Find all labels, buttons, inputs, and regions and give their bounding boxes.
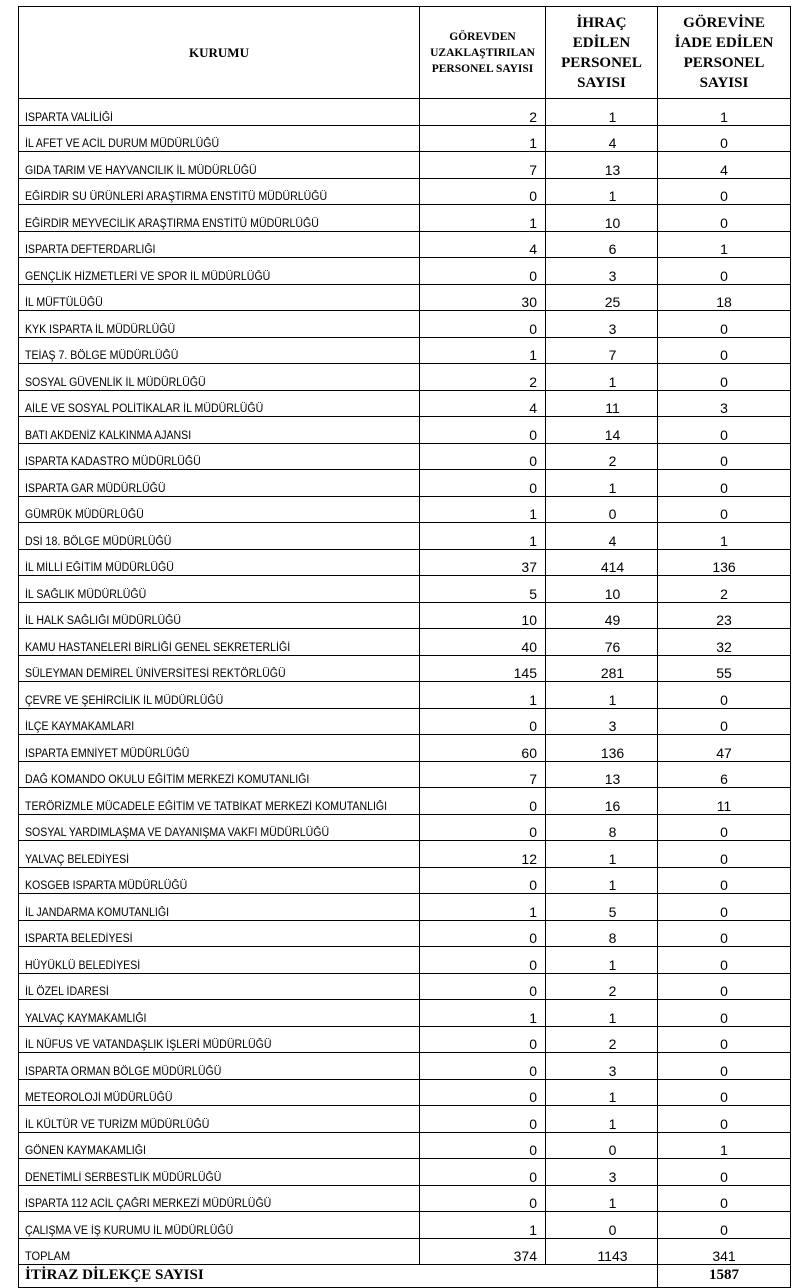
cell-kurum: İLÇE KAYMAKAMLARI [19,708,388,735]
cell-kurum: KOSGEB ISPARTA MÜDÜRLÜĞÜ [19,867,388,894]
cell-ihrac: 10 [546,205,658,232]
cell-iade: 0 [658,1106,791,1133]
cell-uzaklastirilan: 0 [420,258,546,285]
cell-iade: 1 [658,1132,791,1159]
cell-ihrac: 6 [546,231,658,258]
personnel-table-document [18,6,790,1288]
cell-kurum: ISPARTA VALİLİĞİ [19,99,388,126]
cell-uzaklastirilan: 0 [420,814,546,841]
cell-iade: 4 [658,152,791,179]
header-iade-line-4: SAYISI [699,74,749,91]
cell-kurum: İL AFET VE ACİL DURUM MÜDÜRLÜĞÜ [19,125,388,152]
cell-uzaklastirilan: 0 [420,1159,546,1186]
table-row [19,152,791,179]
cell-uzaklastirilan: 1 [420,523,546,550]
cell-ihrac: 0 [546,1212,658,1239]
cell-kurum: HÜYÜKLÜ BELEDİYESİ [19,947,388,974]
cell-uzaklastirilan: 4 [420,390,546,417]
table-row [19,364,791,391]
header-iade-line-1: GÖREVİNE [683,14,765,31]
cell-ihrac: 414 [546,549,658,576]
cell-kurum: İL JANDARMA KOMUTANLIĞI [19,894,388,921]
header-uzaklastirilan-line-2: UZAKLAŞTIRILAN [430,46,535,59]
cell-uzaklastirilan: 12 [420,841,546,868]
cell-ihrac: 1 [546,470,658,497]
table-row [19,973,791,1000]
cell-iade: 32 [658,629,791,656]
cell-iade: 0 [658,364,791,391]
cell-iade: 0 [658,867,791,894]
total-uzaklastirilan: 374 [420,1238,546,1264]
itiraz-section [19,1264,791,1287]
cell-iade: 0 [658,920,791,947]
cell-ihrac: 1 [546,1079,658,1106]
cell-uzaklastirilan: 0 [420,470,546,497]
cell-kurum: ISPARTA BELEDİYESİ [19,920,388,947]
table-row [19,629,791,656]
cell-uzaklastirilan: 0 [420,920,546,947]
cell-iade: 2 [658,576,791,603]
cell-uzaklastirilan: 0 [420,973,546,1000]
cell-iade: 0 [658,258,791,285]
cell-uzaklastirilan: 1 [420,1212,546,1239]
cell-iade: 1 [658,231,791,258]
cell-kurum: İL ÖZEL İDARESİ [19,973,388,1000]
cell-ihrac: 7 [546,337,658,364]
cell-kurum: BATI AKDENİZ KALKINMA AJANSI [19,417,388,444]
cell-ihrac: 0 [546,496,658,523]
cell-ihrac: 4 [546,523,658,550]
cell-iade: 136 [658,549,791,576]
cell-ihrac: 8 [546,814,658,841]
cell-ihrac: 3 [546,1053,658,1080]
cell-ihrac: 5 [546,894,658,921]
cell-ihrac: 13 [546,152,658,179]
cell-ihrac: 2 [546,1026,658,1053]
table-row [19,708,791,735]
table-row [19,178,791,205]
cell-kurum: İL SAĞLIK MÜDÜRLÜĞÜ [19,576,388,603]
table-row [19,1132,791,1159]
header-uzaklastirilan [420,7,546,99]
cell-uzaklastirilan: 0 [420,178,546,205]
cell-kurum: ISPARTA KADASTRO MÜDÜRLÜĞÜ [19,443,388,470]
cell-kurum: ISPARTA EMNİYET MÜDÜRLÜĞÜ [19,735,388,762]
cell-uzaklastirilan: 0 [420,1185,546,1212]
cell-uzaklastirilan: 60 [420,735,546,762]
cell-iade: 23 [658,602,791,629]
cell-kurum: İL KÜLTÜR VE TURİZM MÜDÜRLÜĞÜ [19,1106,388,1133]
cell-iade: 0 [658,1185,791,1212]
total-ihrac: 1143 [546,1238,658,1264]
cell-ihrac: 281 [546,655,658,682]
itiraz-label: İTİRAZ DİLEKÇE SAYISI [19,1264,546,1287]
cell-iade: 0 [658,1026,791,1053]
cell-iade: 0 [658,894,791,921]
cell-ihrac: 136 [546,735,658,762]
cell-kurum: YALVAÇ BELEDİYESİ [19,841,388,868]
table-row [19,417,791,444]
cell-kurum: ISPARTA 112 ACİL ÇAĞRI MERKEZİ MÜDÜRLÜĞÜ [19,1185,388,1212]
header-iade-line-2: İADE EDİLEN [674,34,774,51]
cell-uzaklastirilan: 37 [420,549,546,576]
itiraz-spacer [546,1264,658,1287]
cell-uzaklastirilan: 0 [420,708,546,735]
cell-iade: 0 [658,1159,791,1186]
table-row [19,867,791,894]
cell-iade: 0 [658,1212,791,1239]
total-iade: 341 [658,1238,791,1264]
cell-uzaklastirilan: 0 [420,311,546,338]
cell-uzaklastirilan: 0 [420,1079,546,1106]
cell-kurum: TERÖRİZMLE MÜCADELE EĞİTİM VE TATBİKAT MERKEZİ KOMUTANLIĞI [19,788,388,815]
cell-iade: 0 [658,178,791,205]
cell-kurum: ÇALIŞMA VE İŞ KURUMU İL MÜDÜRLÜĞÜ [19,1212,388,1239]
table-row [19,1159,791,1186]
header-iade [658,7,791,99]
total-section [19,1238,791,1264]
cell-uzaklastirilan: 0 [420,867,546,894]
cell-ihrac: 10 [546,576,658,603]
cell-kurum: GÖNEN KAYMAKAMLIĞI [19,1132,388,1159]
cell-kurum: TEİAŞ 7. BÖLGE MÜDÜRLÜĞÜ [19,337,388,364]
cell-ihrac: 3 [546,708,658,735]
cell-kurum: DSİ 18. BÖLGE MÜDÜRLÜĞÜ [19,523,388,550]
cell-iade: 0 [658,708,791,735]
cell-uzaklastirilan: 1 [420,205,546,232]
table-row [19,814,791,841]
cell-iade: 0 [658,496,791,523]
table-row [19,1106,791,1133]
cell-uzaklastirilan: 0 [420,1053,546,1080]
cell-ihrac: 2 [546,443,658,470]
header-kurum: KURUMU [19,7,420,99]
cell-ihrac: 1 [546,841,658,868]
table-row [19,549,791,576]
header-ihrac-line-3: PERSONEL [561,54,642,71]
cell-kurum: ISPARTA DEFTERDARLIĞI [19,231,388,258]
cell-uzaklastirilan: 0 [420,947,546,974]
cell-ihrac: 1 [546,1106,658,1133]
cell-kurum: GIDA TARIM VE HAYVANCILIK İL MÜDÜRLÜĞÜ [19,152,388,179]
table-row [19,99,791,126]
table-row [19,443,791,470]
cell-uzaklastirilan: 1 [420,337,546,364]
personnel-table [18,6,791,1288]
cell-uzaklastirilan: 1 [420,125,546,152]
table-row [19,231,791,258]
cell-ihrac: 14 [546,417,658,444]
header-ihrac-line-4: SAYISI [577,74,626,91]
cell-iade: 0 [658,311,791,338]
cell-iade: 0 [658,973,791,1000]
cell-iade: 55 [658,655,791,682]
cell-iade: 47 [658,735,791,762]
table-row [19,894,791,921]
cell-iade: 0 [658,841,791,868]
cell-iade: 1 [658,523,791,550]
cell-iade: 3 [658,390,791,417]
table-row [19,602,791,629]
table-row [19,205,791,232]
cell-ihrac: 3 [546,258,658,285]
cell-ihrac: 11 [546,390,658,417]
table-row [19,655,791,682]
cell-ihrac: 1 [546,364,658,391]
cell-uzaklastirilan: 10 [420,602,546,629]
cell-iade: 0 [658,417,791,444]
cell-ihrac: 1 [546,867,658,894]
table-row [19,920,791,947]
cell-iade: 0 [658,1000,791,1027]
cell-kurum: SÜLEYMAN DEMİREL ÜNİVERSİTESİ REKTÖRLÜĞÜ [19,655,388,682]
cell-iade: 0 [658,205,791,232]
cell-uzaklastirilan: 0 [420,1132,546,1159]
cell-kurum: EĞİRDİR MEYVECİLİK ARAŞTIRMA ENSTİTÜ MÜDÜRLÜĞÜ [19,205,388,232]
table-row [19,311,791,338]
cell-uzaklastirilan: 7 [420,761,546,788]
table-row [19,682,791,709]
table-row [19,1079,791,1106]
cell-kurum: EĞİRDİR SU ÜRÜNLERİ ARAŞTIRMA ENSTİTÜ MÜDÜRLÜĞÜ [19,178,388,205]
cell-kurum: ÇEVRE VE ŞEHİRCİLİK İL MÜDÜRLÜĞÜ [19,682,388,709]
cell-uzaklastirilan: 2 [420,99,546,126]
cell-kurum: GENÇLİK HİZMETLERİ VE SPOR İL MÜDÜRLÜĞÜ [19,258,388,285]
cell-iade: 18 [658,284,791,311]
table-row [19,1053,791,1080]
cell-ihrac: 49 [546,602,658,629]
cell-uzaklastirilan: 2 [420,364,546,391]
header-uzaklastirilan-line-1: GÖREVDEN [449,30,516,43]
table-row [19,470,791,497]
header-ihrac-line-2: EDİLEN [572,34,631,51]
cell-ihrac: 3 [546,311,658,338]
cell-uzaklastirilan: 30 [420,284,546,311]
cell-uzaklastirilan: 0 [420,1026,546,1053]
cell-iade: 0 [658,1079,791,1106]
cell-kurum: SOSYAL YARDIMLAŞMA VE DAYANIŞMA VAKFI MÜDÜRLÜĞÜ [19,814,388,841]
cell-uzaklastirilan: 0 [420,788,546,815]
cell-uzaklastirilan: 0 [420,443,546,470]
cell-kurum: GÜMRÜK MÜDÜRLÜĞÜ [19,496,388,523]
table-row [19,496,791,523]
cell-kurum: DENETİMLİ SERBESTLİK MÜDÜRLÜĞÜ [19,1159,388,1186]
table-row [19,788,791,815]
cell-ihrac: 1 [546,1000,658,1027]
table-row [19,1026,791,1053]
total-row [19,1238,791,1264]
cell-kurum: ISPARTA ORMAN BÖLGE MÜDÜRLÜĞÜ [19,1053,388,1080]
cell-iade: 11 [658,788,791,815]
cell-iade: 0 [658,470,791,497]
cell-kurum: KAMU HASTANELERİ BİRLİĞİ GENEL SEKRETERLİĞİ [19,629,388,656]
table-row [19,841,791,868]
cell-ihrac: 2 [546,973,658,1000]
cell-iade: 0 [658,682,791,709]
cell-iade: 0 [658,814,791,841]
cell-iade: 6 [658,761,791,788]
table-row [19,390,791,417]
cell-uzaklastirilan: 0 [420,417,546,444]
header-ihrac [546,7,658,99]
header-row [19,7,791,99]
header-ihrac-line-1: İHRAÇ [576,14,627,31]
cell-kurum: AİLE VE SOSYAL POLİTİKALAR İL MÜDÜRLÜĞÜ [19,390,388,417]
cell-uzaklastirilan: 1 [420,1000,546,1027]
table-row [19,761,791,788]
cell-iade: 0 [658,1053,791,1080]
cell-ihrac: 1 [546,99,658,126]
cell-ihrac: 8 [546,920,658,947]
cell-ihrac: 1 [546,947,658,974]
table-header [19,7,791,99]
cell-uzaklastirilan: 4 [420,231,546,258]
cell-kurum: İL HALK SAĞLIĞI MÜDÜRLÜĞÜ [19,602,388,629]
cell-ihrac: 25 [546,284,658,311]
cell-ihrac: 1 [546,1185,658,1212]
cell-ihrac: 1 [546,682,658,709]
cell-kurum: SOSYAL GÜVENLİK İL MÜDÜRLÜĞÜ [19,364,388,391]
cell-iade: 0 [658,337,791,364]
table-row [19,1000,791,1027]
cell-kurum: METEOROLOJİ MÜDÜRLÜĞÜ [19,1079,388,1106]
cell-ihrac: 4 [546,125,658,152]
cell-kurum: ISPARTA GAR MÜDÜRLÜĞÜ [19,470,388,497]
cell-uzaklastirilan: 1 [420,496,546,523]
cell-ihrac: 1 [546,178,658,205]
table-row [19,523,791,550]
cell-ihrac: 13 [546,761,658,788]
cell-kurum: İL MÜFTÜLÜĞÜ [19,284,388,311]
cell-uzaklastirilan: 1 [420,894,546,921]
cell-kurum: İL NÜFUS VE VATANDAŞLIK İŞLERİ MÜDÜRLÜĞÜ [19,1026,388,1053]
table-row [19,125,791,152]
cell-uzaklastirilan: 145 [420,655,546,682]
cell-uzaklastirilan: 0 [420,1106,546,1133]
cell-kurum: YALVAÇ KAYMAKAMLIĞI [19,1000,388,1027]
itiraz-row [19,1264,791,1287]
cell-iade: 0 [658,443,791,470]
table-row [19,337,791,364]
table-row [19,1185,791,1212]
cell-uzaklastirilan: 5 [420,576,546,603]
cell-ihrac: 16 [546,788,658,815]
header-iade-line-3: PERSONEL [683,54,765,71]
table-row [19,947,791,974]
cell-ihrac: 0 [546,1132,658,1159]
cell-iade: 0 [658,947,791,974]
cell-ihrac: 76 [546,629,658,656]
cell-ihrac: 3 [546,1159,658,1186]
table-body [19,99,791,1239]
table-row [19,1212,791,1239]
cell-uzaklastirilan: 1 [420,682,546,709]
table-row [19,735,791,762]
cell-kurum: İL MİLLİ EĞİTİM MÜDÜRLÜĞÜ [19,549,388,576]
cell-uzaklastirilan: 7 [420,152,546,179]
itiraz-value: 1587 [658,1264,791,1287]
cell-iade: 0 [658,125,791,152]
cell-uzaklastirilan: 40 [420,629,546,656]
table-row [19,258,791,285]
cell-iade: 1 [658,99,791,126]
total-label: TOPLAM [19,1238,388,1264]
header-uzaklastirilan-line-3: PERSONEL SAYISI [431,62,534,75]
cell-kurum: DAĞ KOMANDO OKULU EĞİTİM MERKEZİ KOMUTANLIĞI [19,761,388,788]
cell-kurum: KYK ISPARTA İL MÜDÜRLÜĞÜ [19,311,388,338]
table-row [19,284,791,311]
table-row [19,576,791,603]
